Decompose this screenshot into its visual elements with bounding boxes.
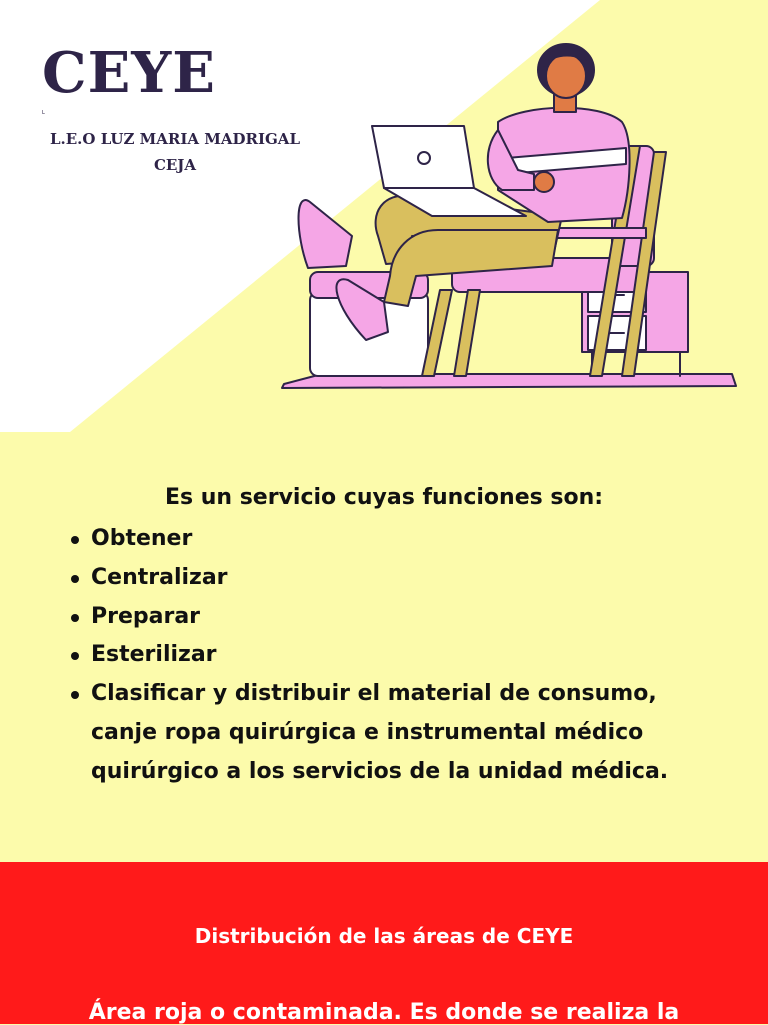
function-item-clasificar: Clasificar y distribuir el material de consumo, canje ropa quirúrgica e instrumental médico quirúrgico a los servicios de la unidad médica. (68, 675, 711, 791)
function-item-esterilizar: Esterilizar (68, 636, 711, 675)
functions-section (0, 482, 768, 792)
functions-intro: Es un servicio cuyas funciones son: (164, 485, 604, 510)
page-title: CEYE (42, 40, 216, 106)
function-item-obtener: Obtener (68, 520, 711, 559)
function-item-centralizar: Centralizar (68, 559, 711, 598)
person-with-laptop-illustration (262, 40, 738, 392)
areas-title: Distribución de las áreas de CEYE (194, 924, 574, 948)
area-roja-text: Área roja o contaminada. Es donde se realiza la (88, 1000, 680, 1025)
author-line-1: L.E.O LUZ MARIA MADRIGAL (49, 130, 300, 148)
function-item-preparar: Preparar (68, 598, 711, 637)
areas-section (0, 862, 768, 1024)
functions-list (0, 520, 768, 792)
tiny-mark: L (42, 110, 45, 116)
author-line-2: CEJA (153, 156, 197, 174)
